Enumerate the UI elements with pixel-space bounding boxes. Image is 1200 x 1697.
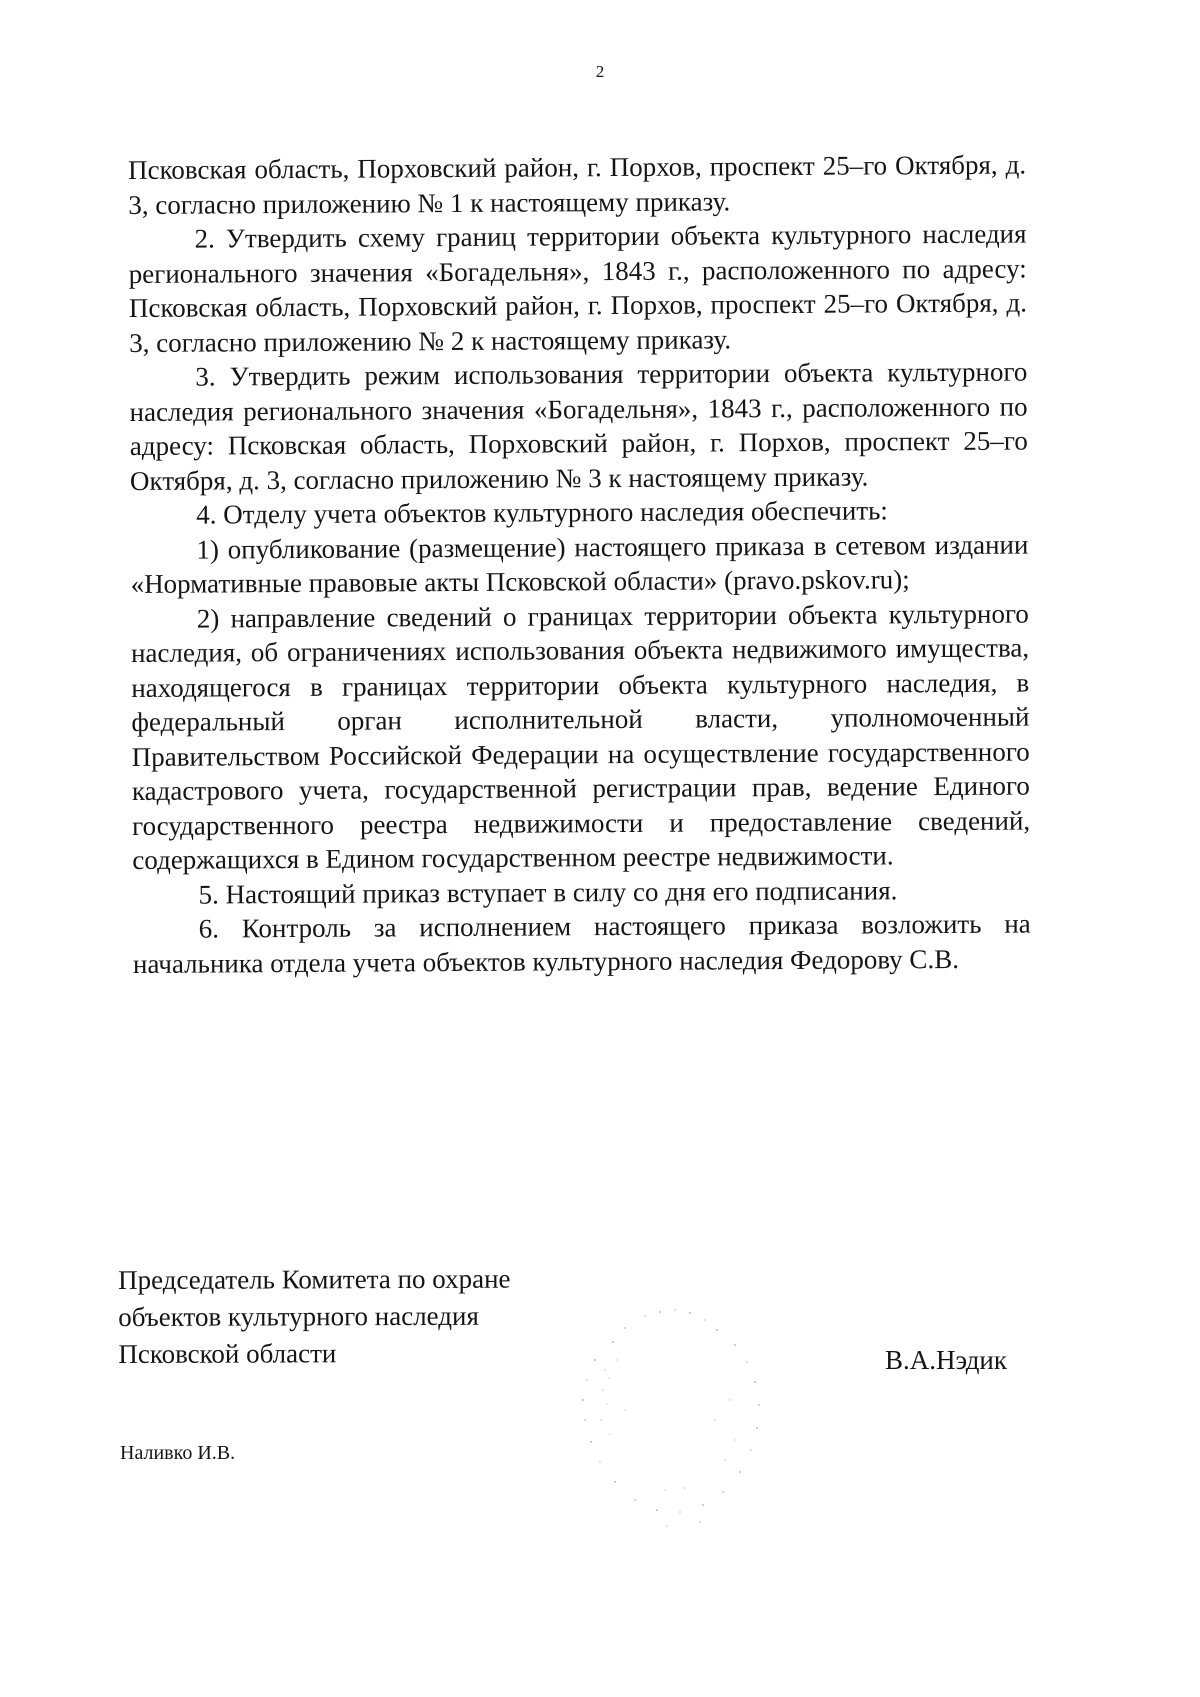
signer-name: В.А.Нэдик bbox=[885, 1345, 1008, 1375]
signature-block bbox=[118, 1261, 511, 1373]
paragraph-4-item-2: 2) направление сведений о границах территории объекта культурного наследия, об ограничениях использования объекта недвижимого имущества, находящегося в границах территории объекта культурного наследия, в федеральный орган исполнительной власти, уполномоченный Правительством Российской Федерации на осуществление государственного кадастрового учета, государственной регистрации прав, ведение Единого государственного реестра недвижимости и предоставление сведений, содержащихся в Едином государственном реестре недвижимости. bbox=[130, 598, 1031, 875]
paragraph-4-item-1: 1) опубликование (размещение) настоящего приказа в сетевом издании «Нормативные правовые акты Псковской области» (pravo.pskov.ru); bbox=[130, 529, 1029, 599]
order-text bbox=[128, 148, 1031, 981]
signer-title-line-1: Председатель Комитета по охране bbox=[118, 1263, 511, 1295]
faded-stamp bbox=[565, 1300, 775, 1530]
executor-name: Наливко И.В. bbox=[120, 1442, 236, 1464]
paragraph-4: 4. Отделу учета объектов культурного наследия обеспечить: bbox=[196, 495, 888, 530]
paragraph-6: 6. Контроль за исполнением настоящего приказа возложить на начальника отдела учета объектов культурного наследия Федорову С.В. bbox=[132, 908, 1031, 979]
paragraph-1-continued: Псковская область, Порховский район, г. Порхов, проспект 25–го Октября, д. 3, согласно приложению № 1 к настоящему приказу. bbox=[128, 149, 1027, 220]
signer-title-line-2: объектов культурного наследия bbox=[118, 1300, 479, 1332]
paragraph-5: 5. Настоящий приказ вступает в силу со дня его подписания. bbox=[198, 874, 898, 910]
paragraph-2: 2. Утвердить схему границ территории объекта культурного наследия регионального значения «Богадельня», 1843 г., расположенного по адресу: Псковская область, Порховский район, г. Порхов, проспект 25–го Октября, д. 3, согласно приложению № 2 к настоящему приказу. bbox=[128, 218, 1028, 358]
page-number: 2 bbox=[595, 62, 605, 81]
signer-title-line-3: Псковской области bbox=[118, 1338, 337, 1369]
paragraph-3: 3. Утвердить режим использования территории объекта культурного наследия регионального значения «Богадельня», 1843 г., расположенного по адресу: Псковская область, Порховский район, г. Порхов, проспект 25–го Октября, д. 3, согласно приложению № 3 к настоящему приказу. bbox=[129, 356, 1028, 496]
